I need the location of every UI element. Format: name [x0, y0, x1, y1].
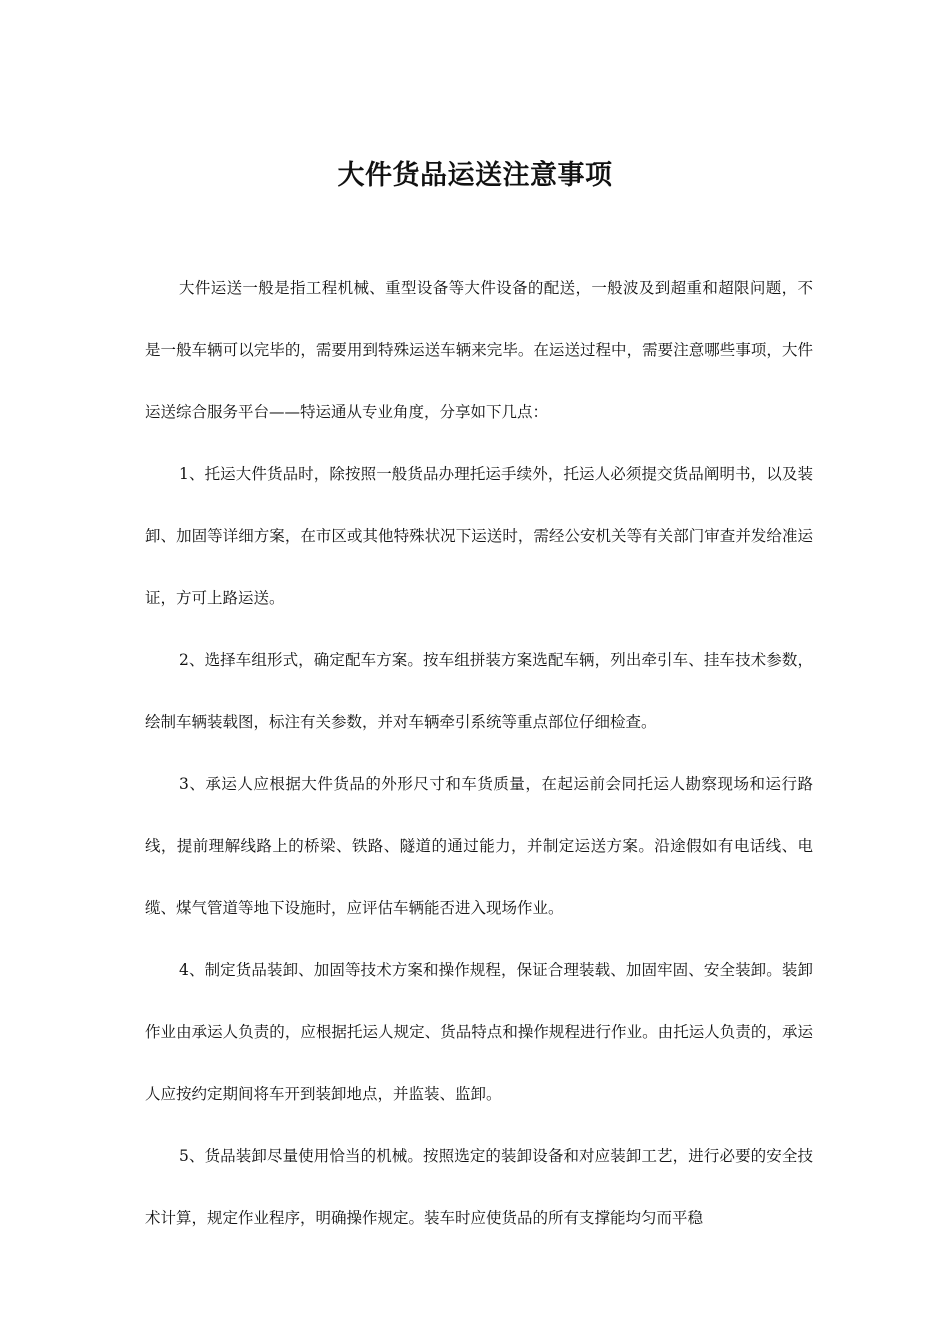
document-title: 大件货品运送注意事项	[337, 160, 613, 191]
paragraph-item-1: 1、托运大件货品时，除按照一般货品办理托运手续外，托运人必须提交货品阐明书，以及装卸、加固等详细方案，在市区或其他特殊状况下运送时，需经公安机关等有关部门审查并发给准运证，方可上路运送。	[145, 465, 813, 607]
paragraph-item-4: 4、制定货品装卸、加固等技术方案和操作规程，保证合理装载、加固牢固、安全装卸。装卸作业由承运人负责的，应根据托运人规定、货品特点和操作规程进行作业。由托运人负责的，承运人应按约定期间将车开到装卸地点，并监装、监卸。	[145, 961, 813, 1103]
paragraph-intro: 大件运送一般是指工程机械、重型设备等大件设备的配送，一般波及到超重和超限问题，不是一般车辆可以完毕的，需要用到特殊运送车辆来完毕。在运送过程中，需要注意哪些事项，大件运送综合服务平台——特运通从专业角度，分享如下几点：	[145, 279, 813, 421]
paragraph-item-3: 3、承运人应根据大件货品的外形尺寸和车货质量，在起运前会同托运人勘察现场和运行路线，提前理解线路上的桥梁、铁路、隧道的通过能力，并制定运送方案。沿途假如有电话线、电缆、煤气管道等地下设施时，应评估车辆能否进入现场作业。	[145, 775, 813, 917]
paragraph-item-2: 2、选择车组形式，确定配车方案。按车组拼装方案选配车辆，列出牵引车、挂车技术参数，绘制车辆装载图，标注有关参数，并对车辆牵引系统等重点部位仔细检查。	[145, 651, 813, 731]
paragraph-item-5: 5、货品装卸尽量使用恰当的机械。按照选定的装卸设备和对应装卸工艺，进行必要的安全技术计算，规定作业程序，明确操作规定。装车时应使货品的所有支撑能均匀而平稳	[145, 1147, 813, 1227]
document-body	[145, 257, 813, 1249]
